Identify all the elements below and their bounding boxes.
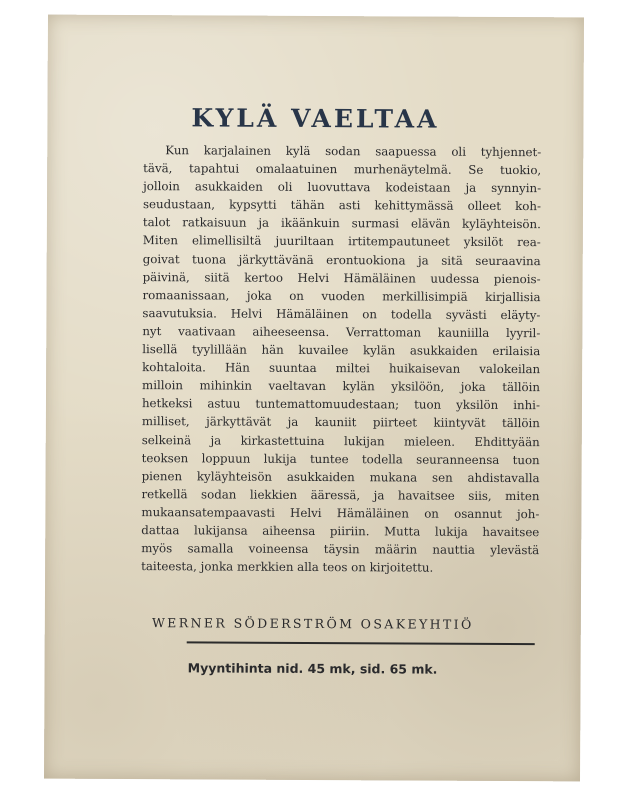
blurb-line: goivat tuona järkyttävänä erontuokiona ja sitä seuraavina	[142, 251, 541, 268]
blurb-line: saavutuksia. Helvi Hämäläinen on todella syvästi eläyty-	[142, 305, 541, 323]
blurb-line: milloin mihinkin vaeltavan kylän yksilöön, joka tällöin	[142, 378, 541, 395]
blurb-line: päivinä, siitä kertoo Helvi Hämäläinen uudessa pienois-	[142, 269, 541, 286]
blurb-line: romaanissaan, joka on vuoden merkillisimpiä kirjallisia	[142, 287, 541, 304]
blurb-text	[141, 141, 541, 577]
blurb-line: teoksen loppuun lukija tuntee todella seuranneensa tuon	[141, 450, 540, 467]
blurb-line: nyt vaativaan aiheeseensa. Verrattoman kauniilla lyyril-	[142, 324, 541, 341]
blurb-line: mukaansatempaavasti Helvi Hämäläinen on osannut joh-	[141, 504, 540, 522]
blurb-line: talot ratkaisuun ja ikäänkuin surmasi elävän kyläyhteisön.	[142, 215, 541, 232]
blurb-line: pienen kyläyhteisön asukkaiden mukana sen ahdistavalla	[141, 468, 540, 485]
blurb-line: hetkeksi astuu tuntemattomuudestaan; tuon yksilön inhi-	[141, 396, 541, 413]
book-title: KYLÄ VAELTAA	[191, 103, 440, 134]
blurb-line: dattaa lukijansa aiheensa piiriin. Mutta lukija havaitsee	[141, 523, 540, 540]
divider-rule	[187, 641, 535, 645]
book-back-cover	[44, 15, 584, 782]
blurb-line: myös samalla voineensa täysin määrin nauttia ylevästä	[141, 541, 540, 558]
publisher-name: WERNER SÖDERSTRÖM OSAKEYHTIÖ	[151, 615, 474, 632]
blurb-line: Kun karjalainen kylä sodan saapuessa oli tyhjennet-	[165, 143, 542, 160]
blurb-line: jolloin asukkaiden oli luovuttava kodeistaan ja synnyin-	[143, 179, 542, 196]
blurb-line: lisellä tyylillään hän kuvailee kylän asukkaiden erilaisia	[142, 342, 541, 359]
blurb-line: Miten elimellisiltä juuriltaan irtitempautuneet yksilöt rea-	[142, 233, 541, 250]
blurb-line: tävä, tapahtui omalaatuinen murhenäytelmä. Se tuokio,	[143, 161, 542, 178]
blurb-line: selkeinä ja kirkastettuina lukijan mieleen. Ehdittyään	[141, 432, 540, 449]
blurb-line: milliset, järkyttävät ja kauniit piirteet kiintyvät tällöin	[141, 414, 540, 431]
blurb-line: taiteesta, jonka merkkien alla teos on kirjoitettu.	[141, 559, 434, 575]
price-line: Myyntihinta nid. 45 mk, sid. 65 mk.	[187, 660, 438, 677]
blurb-line: retkellä sodan liekkien ääressä, ja havaitsee siis, miten	[141, 486, 540, 503]
blurb-line: seudustaan, kypsytti tähän asti kehittymässä olleet koh-	[142, 197, 542, 214]
blurb-line: kohtaloita. Hän suuntaa miltei huikaisevan valokeilan	[142, 360, 541, 377]
